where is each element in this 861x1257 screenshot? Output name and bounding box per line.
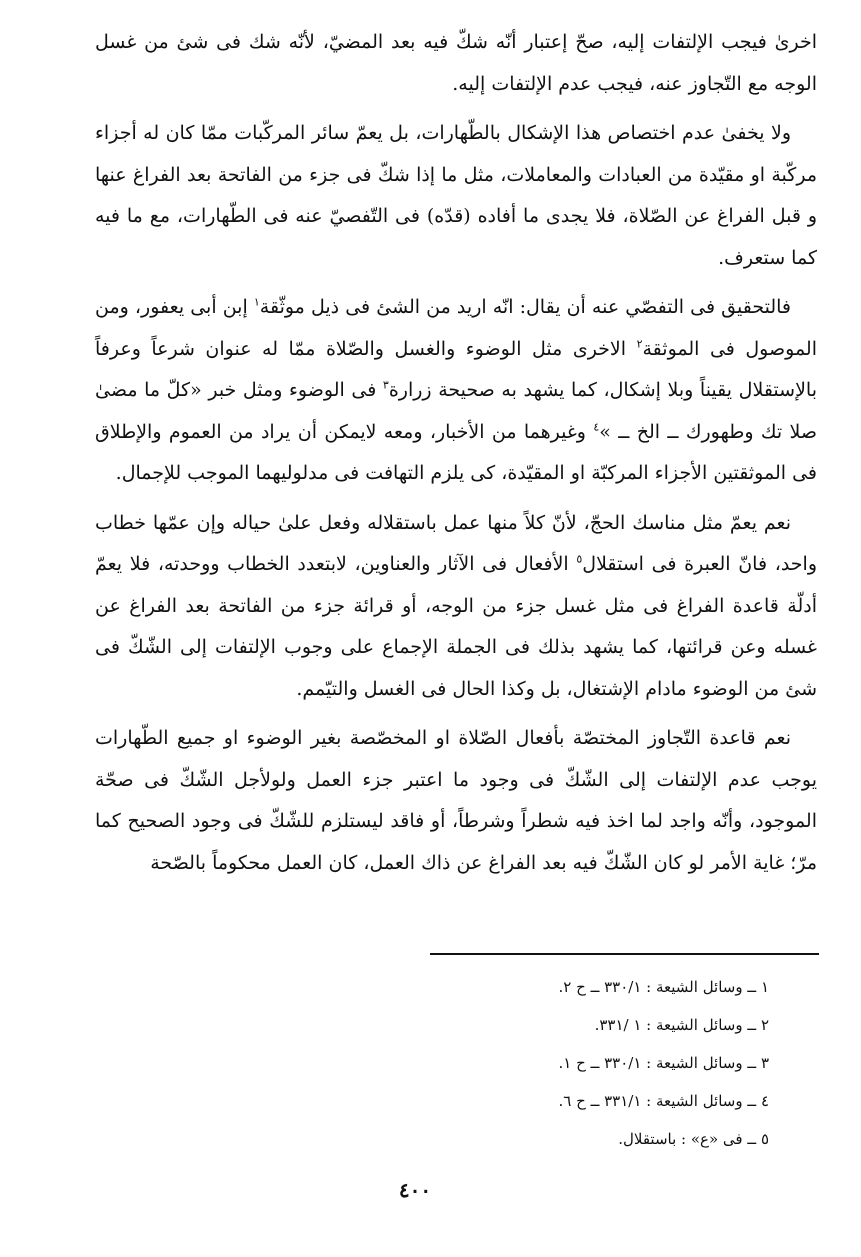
footnote: ٥ ــ فى «ع» : باستقلال. [618,1130,769,1148]
footnote-marker: ١ [253,295,260,309]
paragraph: اخرىٰ فيجب الإلتفات إليه، صحّ إعتبار أنّه شكّ فيه بعد المضيّ، لأنّه شك فى شئ من غسل الوجه مع التّجاوز عنه، فيجب عدم الإلتفات إليه. [95,31,817,95]
paragraph: نعم قاعدة التّجاوز المختصّة بأفعال الصّلاة او المخصّصة بغير الوضوء او جميع الطّهارات يوجب عدم الإلتفات إلى الشّكّ فى وجود ما اعتبر جزء العمل ولولأجل الشّكّ فى صحّة الموجود، وأنّه واجد لما اخذ فيه شطراً وشرطاً، أو فاقد ليستلزم للشّكّ فى وجود الصحيح كما مرّ؛ غاية الأمر لو كان الشّكّ فيه بعد الفراغ عن ذاك العمل، كان العمل محكوماً بالصّحة [95,727,817,874]
text-run: إبن أبى يعفور، ومن الموصول فى الموثقة [95,296,817,360]
text-run: الأفعال فى الآثار والعناوين، لابتعدد الخطاب ووحدته، فلا يعمّ أدلّة قاعدة الفراغ فى مثل غسل جزء من الوجه، أو قرائة جزء من الفاتحة بعد الفراغ عن غسله وعن قرائتها، كما يشهد بذلك فى الجملة الإجماع على وجوب الإلتفات إلى الشّكّ فى شئ من الوضوء مادام الإشتغال، بل وكذا الحال فى الغسل والتيّمم. [95,553,817,700]
main-text [95,22,817,892]
text-run: فالتحقيق فى التفصّي عنه أن يقال: انّه اريد من الشئ فى ذيل موثّقة [259,296,791,318]
paragraph [95,503,817,711]
footnote-marker: ٥ [576,552,583,566]
text-run: الاخرى مثل الوضوء والغسل والصّلاة ممّا له عنوان شرعاً وعرفاً بالإستقلال يقيناً وبلا إشكال، كما يشهد به صحيحة زرارة [95,337,817,401]
footnote-marker: ٤ [593,420,600,434]
footnote: ٤ ــ وسائل الشيعة : ٣٣١/١ ــ ح ٦. [558,1092,769,1110]
footnotes [369,968,769,1158]
footnote: ٣ ــ وسائل الشيعة : ٣٣٠/١ ــ ح ١. [558,1054,769,1072]
text-run: وغيرهما من الأخبار، ومعه لايمكن أن يراد من العموم والإطلاق فى الموثقتين الأجزاء المركبّة او المقيّدة، كى يلزم التهافت فى مدلوليهما الموجب للإجمال. [95,420,817,484]
footnote-marker: ٣ [382,378,389,392]
paragraph: ولا يخفىٰ عدم اختصاص هذا الإشكال بالطّهارات، بل يعمّ سائر المركّبات ممّا كان له أجزاء مركّبة او مقيّدة من العبادات والمعاملات، مثل ما إذا شكّ فى جزء من الفاتحة بعد الفراغ عنها و قبل الفراغ عن الصّلاة، فلا يجدى ما أفاده (قدّه) فى التّفصيّ عنه فى الطّهارات، مع ما فيه كما ستعرف. [95,122,817,269]
text-run: نعم يعمّ مثل مناسك الحجّ، لأنّ كلاً منها عمل باستقلاله وفعل علىٰ حياله وإن عمّها خطاب واحد، فانّ العبرة فى استقلال [95,511,818,575]
page-number: ٤٠٠ [398,1178,432,1202]
footnote: ٢ ــ وسائل الشيعة : ١ /٣٣١. [594,1016,769,1034]
text-run: فى الوضوء ومثل خبر «كلّ ما مضىٰ صلا تك وطهورك ــ الخ ــ » [95,379,818,443]
footnote-marker: ٢ [636,337,643,351]
footnote: ١ ــ وسائل الشيعة : ٣٣٠/١ ــ ح ٢. [558,978,769,996]
paragraph [95,287,817,495]
footnote-divider [430,953,819,955]
